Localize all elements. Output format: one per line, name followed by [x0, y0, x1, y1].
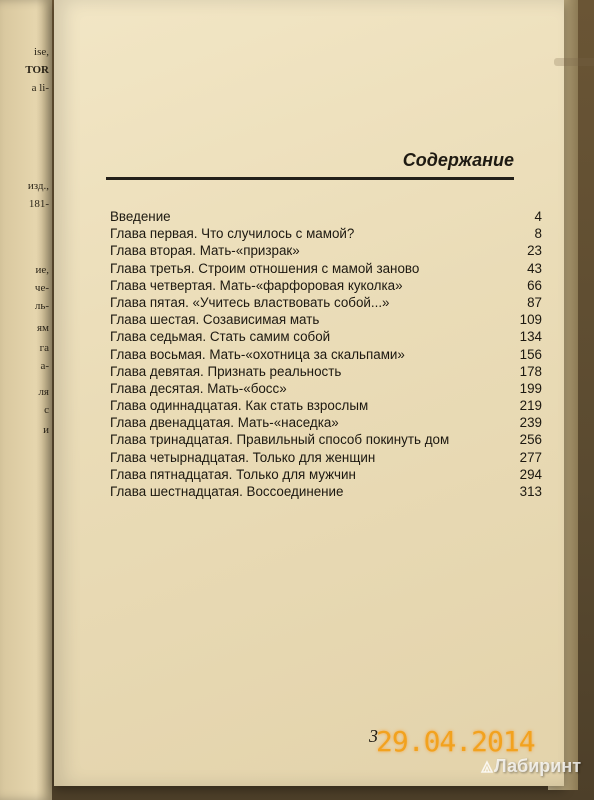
- toc-entry-title: Глава тринадцатая. Правильный способ покинуть дом: [110, 432, 450, 448]
- toc-entry-page: 277: [519, 449, 542, 465]
- left-page-fragment: че-: [34, 282, 49, 294]
- toc-entry-title: Глава пятая. «Учитесь властвовать собой...»: [110, 294, 390, 310]
- toc-entry-title: Глава шестая. Созависимая мать: [110, 312, 320, 328]
- toc-entry-title: Глава пятнадцатая. Только для мужчин: [110, 466, 356, 482]
- show-through-text: [554, 58, 594, 66]
- toc-entry: [110, 311, 542, 328]
- toc-entry-page: 219: [519, 398, 542, 414]
- date-stamp: 29.04.2014: [376, 725, 535, 758]
- toc-header: [106, 150, 514, 180]
- left-page-fragment: a li-: [31, 82, 49, 94]
- toc-entry: [110, 294, 542, 311]
- toc-entry-title: Глава десятая. Мать-«босс»: [110, 380, 287, 396]
- toc-entry-page: 66: [527, 277, 542, 293]
- left-page-fragment: и: [43, 424, 49, 436]
- toc-entry-title: Глава четвертая. Мать-«фарфоровая куколка»: [110, 277, 403, 293]
- toc-entry-page: 4: [534, 209, 542, 224]
- toc-entry-title: Введение: [110, 209, 171, 224]
- heading-rule: [106, 177, 514, 180]
- toc-entry: [110, 466, 542, 483]
- left-page-fragment: а-: [40, 360, 49, 372]
- left-page-fragment: ля: [38, 386, 49, 398]
- toc-entry-page: 109: [519, 312, 542, 328]
- toc-entry: [110, 328, 542, 345]
- toc-entry-page: 256: [519, 432, 542, 448]
- toc-entry-page: 8: [534, 226, 542, 242]
- toc-entry: [110, 397, 542, 414]
- toc-entry-title: Глава шестнадцатая. Воссоединение: [110, 484, 344, 499]
- toc-entry-page: 87: [527, 294, 542, 310]
- toc-entry: [110, 346, 542, 363]
- page-number: 3: [369, 726, 378, 746]
- left-page-fragment: ям: [36, 322, 49, 334]
- labyrinth-logo-icon: [480, 760, 494, 774]
- left-page-fragment: ise,: [34, 46, 49, 58]
- toc-entry: [110, 277, 542, 294]
- toc-entry: [110, 225, 542, 242]
- toc-entry-title: Глава восьмая. Мать-«охотница за скальпами»: [110, 346, 405, 362]
- toc-entry: [110, 414, 542, 431]
- toc-entry: [110, 363, 542, 380]
- toc-entry-page: 313: [519, 484, 542, 499]
- left-page-fragment: с: [44, 404, 49, 416]
- toc-entry-page: 43: [527, 260, 542, 276]
- left-page-fragment: га: [39, 342, 49, 354]
- toc-entry: [110, 431, 542, 448]
- left-page-fragment: 181-: [28, 198, 49, 210]
- toc-entry-page: 239: [519, 415, 542, 431]
- toc-entry-title: Глава двенадцатая. Мать-«наседка»: [110, 415, 339, 431]
- toc-entry-page: 199: [519, 380, 542, 396]
- left-page: [0, 0, 52, 800]
- toc-entry-title: Глава первая. Что случилось с мамой?: [110, 226, 355, 242]
- toc-entry: [110, 260, 542, 277]
- left-page-fragment: ль-: [34, 300, 49, 312]
- toc-entry-title: Глава одиннадцатая. Как стать взрослым: [110, 398, 369, 414]
- toc-heading: Содержание: [402, 150, 514, 170]
- toc-entry-title: Глава девятая. Признать реальность: [110, 363, 342, 379]
- toc-entry-page: 134: [519, 329, 542, 345]
- toc-entry: [110, 449, 542, 466]
- left-page-fragment: изд.,: [27, 180, 49, 192]
- toc-entry-page: 294: [519, 466, 542, 482]
- left-page-fragment: TOR: [25, 64, 49, 76]
- toc-entry: [110, 242, 542, 259]
- toc-entry-title: Глава вторая. Мать-«призрак»: [110, 243, 300, 259]
- table-of-contents: [110, 208, 542, 500]
- toc-entry: [110, 380, 542, 397]
- toc-entry-page: 23: [527, 243, 542, 259]
- site-watermark: Лабиринт: [494, 756, 582, 776]
- toc-entry: [110, 208, 542, 225]
- toc-entry-title: Глава третья. Строим отношения с мамой заново: [110, 260, 420, 276]
- toc-entry-title: Глава седьмая. Стать самим собой: [110, 329, 331, 345]
- toc-entry-page: 156: [519, 346, 542, 362]
- toc-entry-page: 178: [519, 363, 542, 379]
- toc-entry-title: Глава четырнадцатая. Только для женщин: [110, 449, 376, 465]
- book-page: [54, 0, 564, 786]
- left-page-fragment: ие,: [35, 264, 49, 276]
- toc-entry: [110, 483, 542, 500]
